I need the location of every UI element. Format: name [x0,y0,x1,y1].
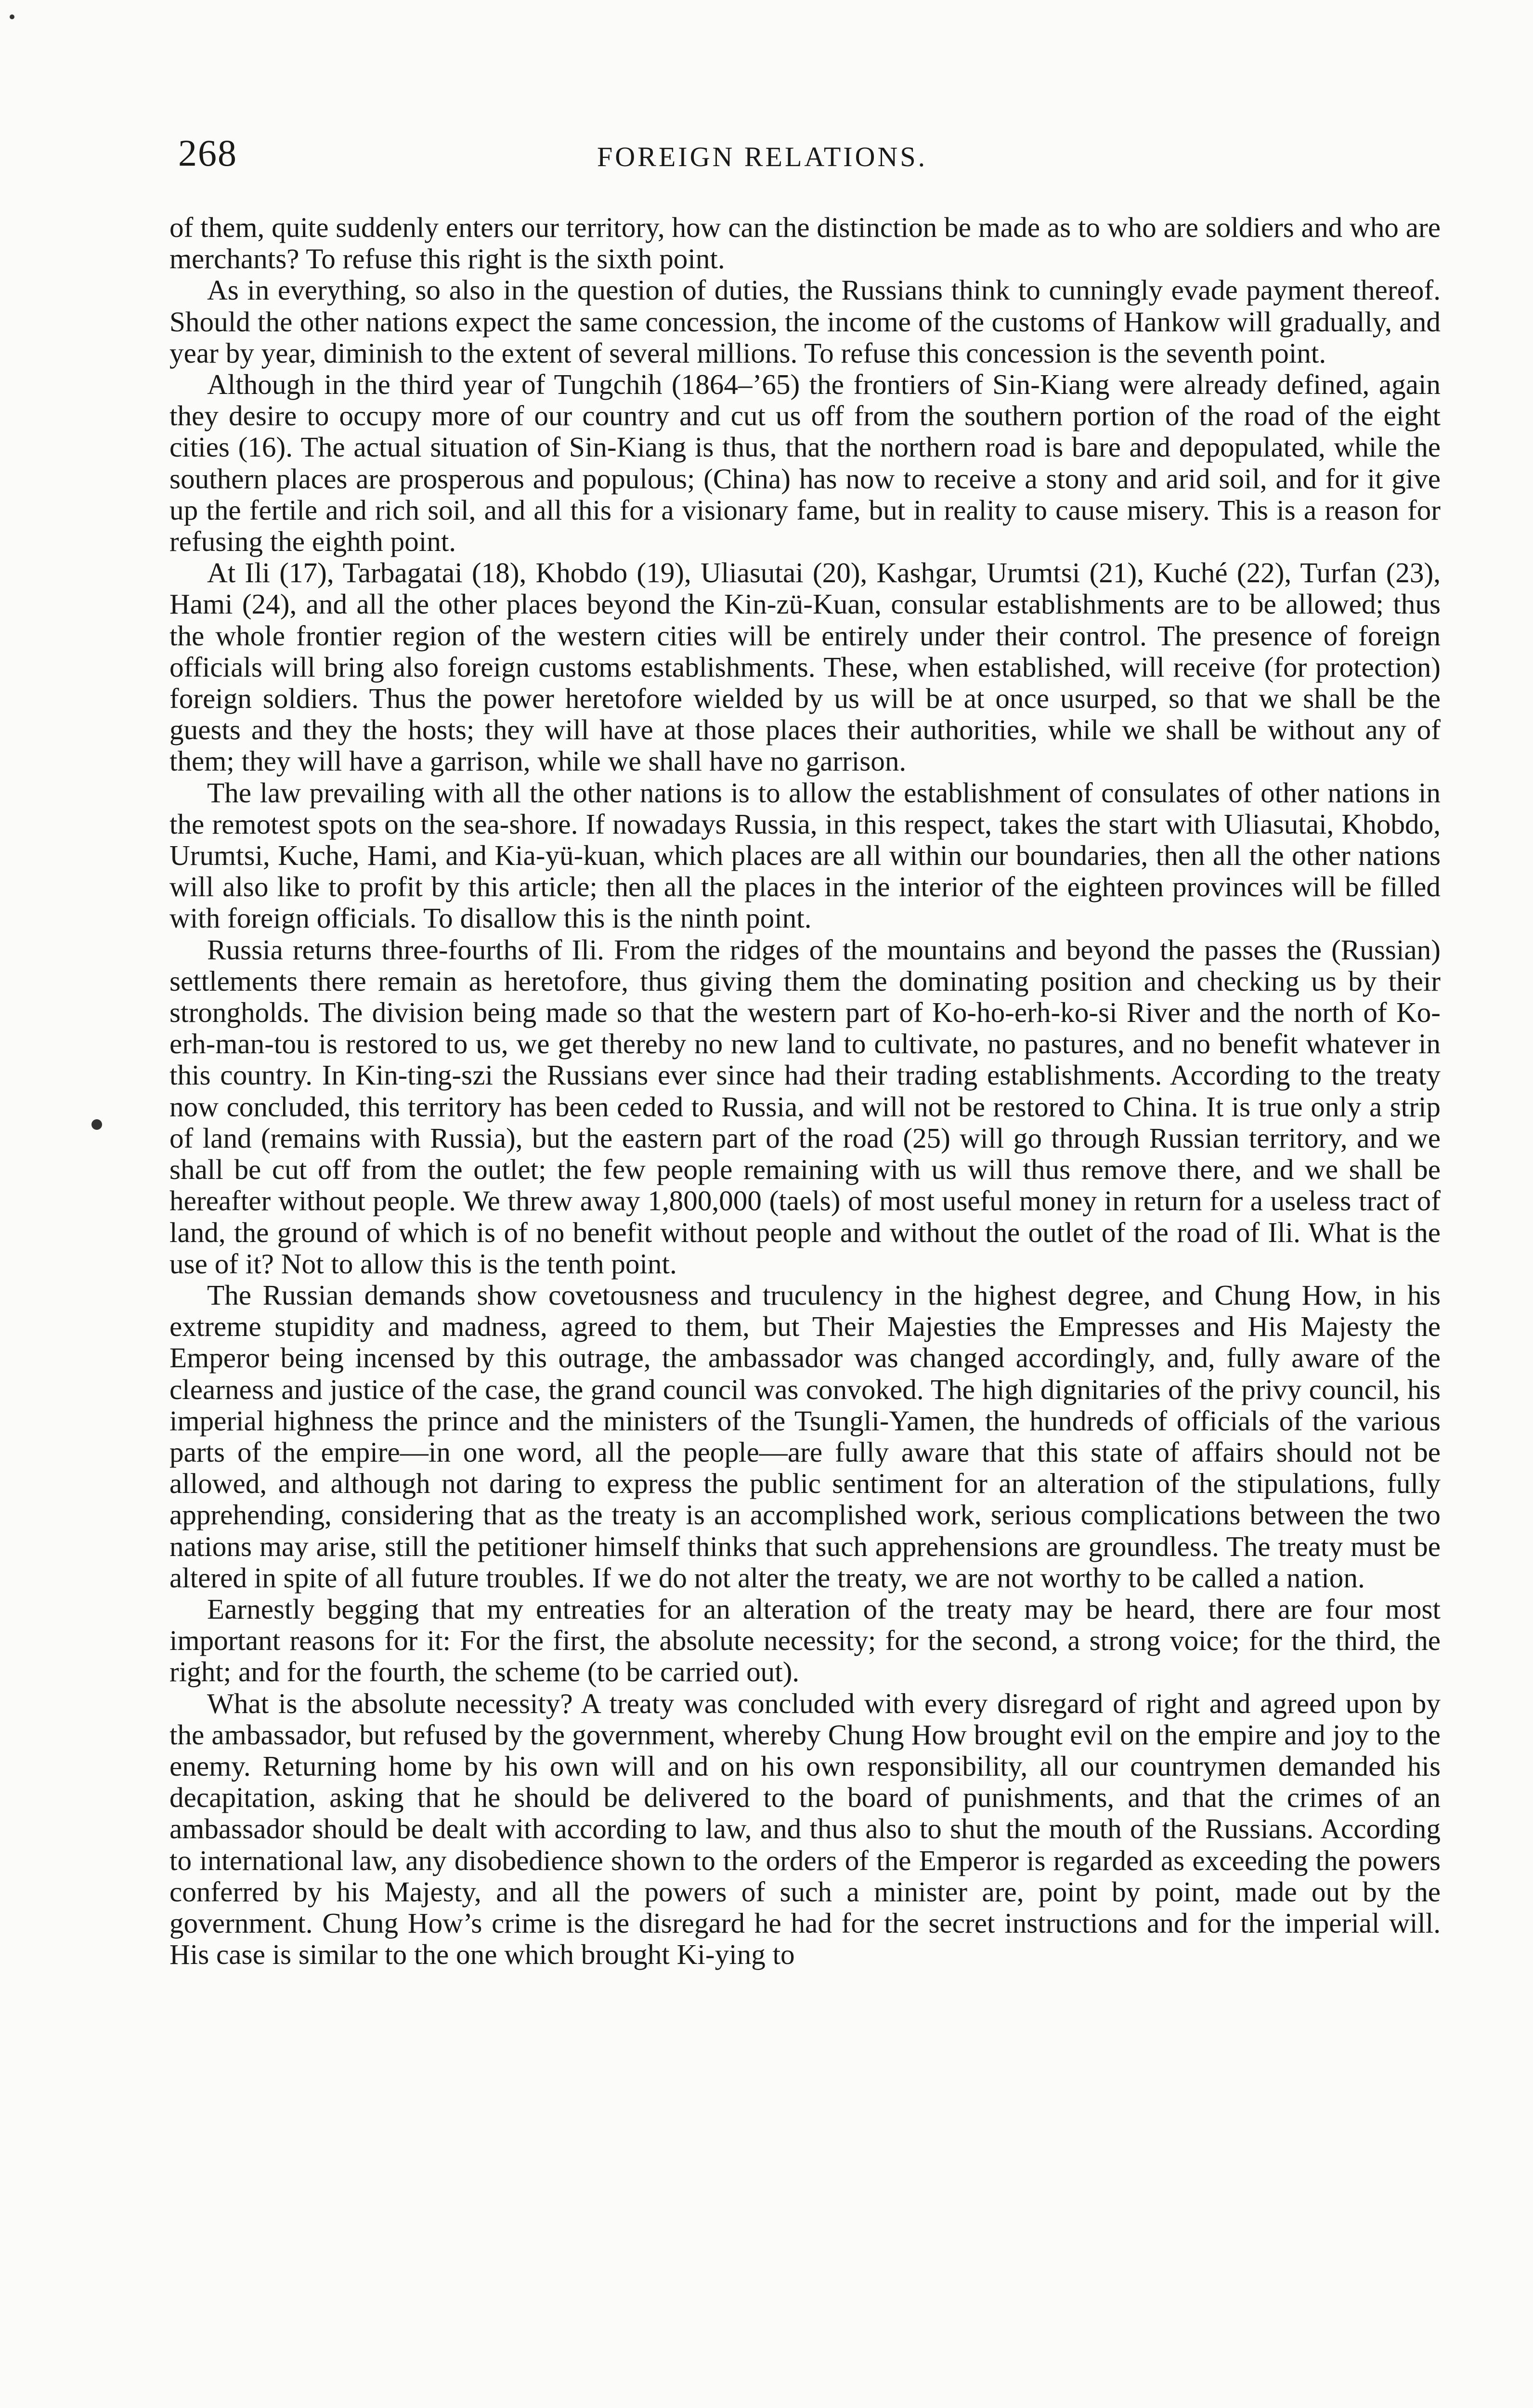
body-text [169,212,1441,2408]
paragraph: The law prevailing with all the other nations is to allow the establishment of consulates of other nations in the remotest spots on the sea-shore. If nowadays Russia, in this respect, takes the start with Uliasutai, Khobdo, Urumtsi, Kuche, Hami, and Kia-yü-kuan, which places are all within our boundaries, then all the other nations will also like to profit by this article; then all the places in the interior of the eighteen provinces will be filled with foreign officials. To disallow this is the ninth point. [169,776,1441,934]
ink-speck [91,1119,102,1130]
running-title: FOREIGN RELATIONS. [597,141,928,172]
page-number: 268 [178,132,237,174]
paragraph: of them, quite suddenly enters our territory, how can the distinction be made as to who are soldiers and who are merchants? To refuse this right is the sixth point. [169,211,1441,275]
ink-speck [10,14,14,19]
page-header [178,129,1440,182]
paragraph: As in everything, so also in the question of duties, the Russians think to cunningly evade payment thereof. Should the other nations expect the same concession, the income of the customs of Hankow will gradually, and year by year, diminish to the extent of several millions. To refuse this concession is the seventh point. [169,274,1441,369]
paragraph: At Ili (17), Tarbagatai (18), Khobdo (19), Uliasutai (20), Kashgar, Urumtsi (21), Kuché (22), Turfan (23), Hami (24), and all the other places beyond the Kin-zü-Kuan, consular establishments are to be allowed; thus the whole frontier region of the western cities will be entirely under their control. The presence of foreign officials will bring also foreign customs establishments. These, when established, will receive (for protection) foreign soldiers. Thus the power heretofore wielded by us will be at once usurped, so that we shall be the guests and they the hosts; they will have at those places their authorities, while we shall be without any of them; they will have a garrison, while we shall have no garrison. [169,557,1441,777]
paragraph: What is the absolute necessity? A treaty was concluded with every disregard of right and agreed upon by the ambassador, but refused by the government, whereby Chung How brought evil on the empire and joy to the enemy. Returning home by his own will and on his own responsibility, all our countrymen demanded his decapitation, asking that he should be delivered to the board of punishments, and that the crimes of an ambassador should be dealt with according to law, and thus also to shut the mouth of the Russians. According to international law, any disobedience shown to the orders of the Emperor is regarded as exceeding the powers conferred by his Majesty, and all the powers of such a minister are, point by point, made out by the government. Chung How’s crime is the disregard he had for the secret instructions and for the imperial will. His case is similar to the one which brought Ki-ying to [169,1687,1441,1971]
paragraph: Russia returns three-fourths of Ili. From the ridges of the mountains and beyond the passes the (Russian) settlements there remain as heretofore, thus giving them the dominating position and checking us by their strongholds. The division being made so that the western part of Ko-ho-erh-ko-si River and the north of Ko-erh-man-tou is restored to us, we get thereby no new land to cultivate, no pastures, and no benefit whatever in this country. In Kin-ting-szi the Russians ever since had their trading establishments. According to the treaty now concluded, this territory has been ceded to Russia, and will not be restored to China. It is true only a strip of land (remains with Russia), but the eastern part of the road (25) will go through Russian territory, and we shall be cut off from the outlet; the few people remaining with us will thus remove there, and we shall be hereafter without people. We threw away 1,800,000 (taels) of most useful money in return for a useless tract of land, the ground of which is of no benefit without people and without the outlet of the road of Ili. What is the use of it? Not to allow this is the tenth point. [169,933,1441,1280]
paragraph: The Russian demands show covetousness and truculency in the highest degree, and Chung How, in his extreme stupidity and madness, agreed to them, but Their Majesties the Empresses and His Majesty the Emperor being incensed by this outrage, the ambassador was changed accordingly, and, fully aware of the clearness and justice of the case, the grand council was convoked. The high dignitaries of the privy council, his imperial highness the prince and the ministers of the Tsungli-Yamen, the hundreds of officials of the various parts of the empire—in one word, all the people—are fully aware that this state of affairs should not be allowed, and although not daring to express the public sentiment for an alteration of the stipulations, fully apprehending, considering that as the treaty is an accomplished work, serious complications between the two nations may arise, still the petitioner himself thinks that such apprehensions are groundless. The treaty must be altered in spite of all future troubles. If we do not alter the treaty, we are not worthy to be called a nation. [169,1279,1441,1594]
paragraph: Although in the third year of Tungchih (1864–’65) the frontiers of Sin-Kiang were already defined, again they desire to occupy more of our country and cut us off from the southern portion of the road of the eight cities (16). The actual situation of Sin-Kiang is thus, that the northern road is bare and depopulated, while the southern places are prosperous and populous; (China) has now to receive a stony and arid soil, and for it give up the fertile and rich soil, and all this for a visionary fame, but in reality to cause misery. This is a reason for refusing the eighth point. [169,368,1441,558]
paragraph: Earnestly begging that my entreaties for an alteration of the treaty may be heard, there are four most important reasons for it: For the first, the absolute necessity; for the second, a strong voice; for the third, the right; and for the fourth, the scheme (to be carried out). [169,1593,1441,1688]
